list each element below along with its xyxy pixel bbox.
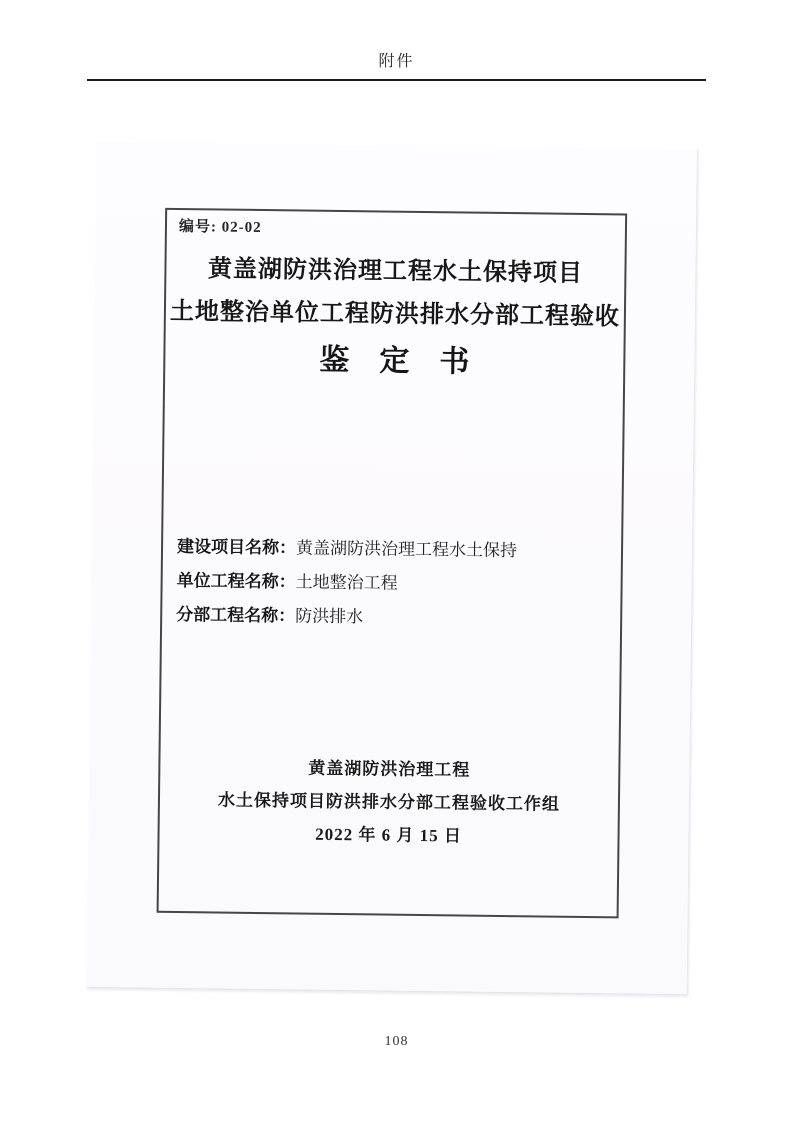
doc-number-label: 编号: 02-02 — [178, 219, 262, 237]
field-value-unit-project-name: 土地整治工程 — [295, 572, 398, 593]
certificate-title-line2: 土地整治单位工程防洪排水分部工程验收 — [169, 298, 621, 331]
field-label-project-name: 建设项目名称： — [176, 537, 297, 558]
field-value-project-name: 黄盖湖防洪治理工程水土保持 — [295, 538, 518, 561]
field-value-division-project-name: 防洪排水 — [295, 606, 364, 627]
field-label-division-project-name: 分部工程名称： — [176, 605, 296, 626]
scanned-paper — [87, 142, 698, 995]
attachment-label: 附件 — [378, 53, 415, 70]
certificate-date: 2022 年 6 月 15 日 — [315, 824, 463, 846]
field-row-project-name — [177, 530, 613, 569]
certificate-title-line3: 鉴 定 书 — [319, 343, 470, 379]
certificate-fields — [176, 530, 613, 637]
certificate-footer-block — [159, 750, 618, 855]
header-rule — [87, 79, 706, 81]
certificate-title-line1: 黄盖湖防洪治理工程水土保持项目 — [207, 256, 584, 287]
field-row-division-project-name — [176, 598, 612, 637]
org-name-line1: 黄盖湖防洪治理工程 — [308, 758, 471, 780]
certificate-title-block — [165, 248, 625, 390]
org-name-line2: 水土保持项目防洪排水分部工程验收工作组 — [217, 790, 561, 814]
field-label-unit-project-name: 单位工程名称： — [176, 571, 296, 592]
field-row-unit-project-name — [176, 564, 612, 603]
certificate-border-box — [157, 208, 628, 919]
page-number: 108 — [384, 1034, 409, 1049]
